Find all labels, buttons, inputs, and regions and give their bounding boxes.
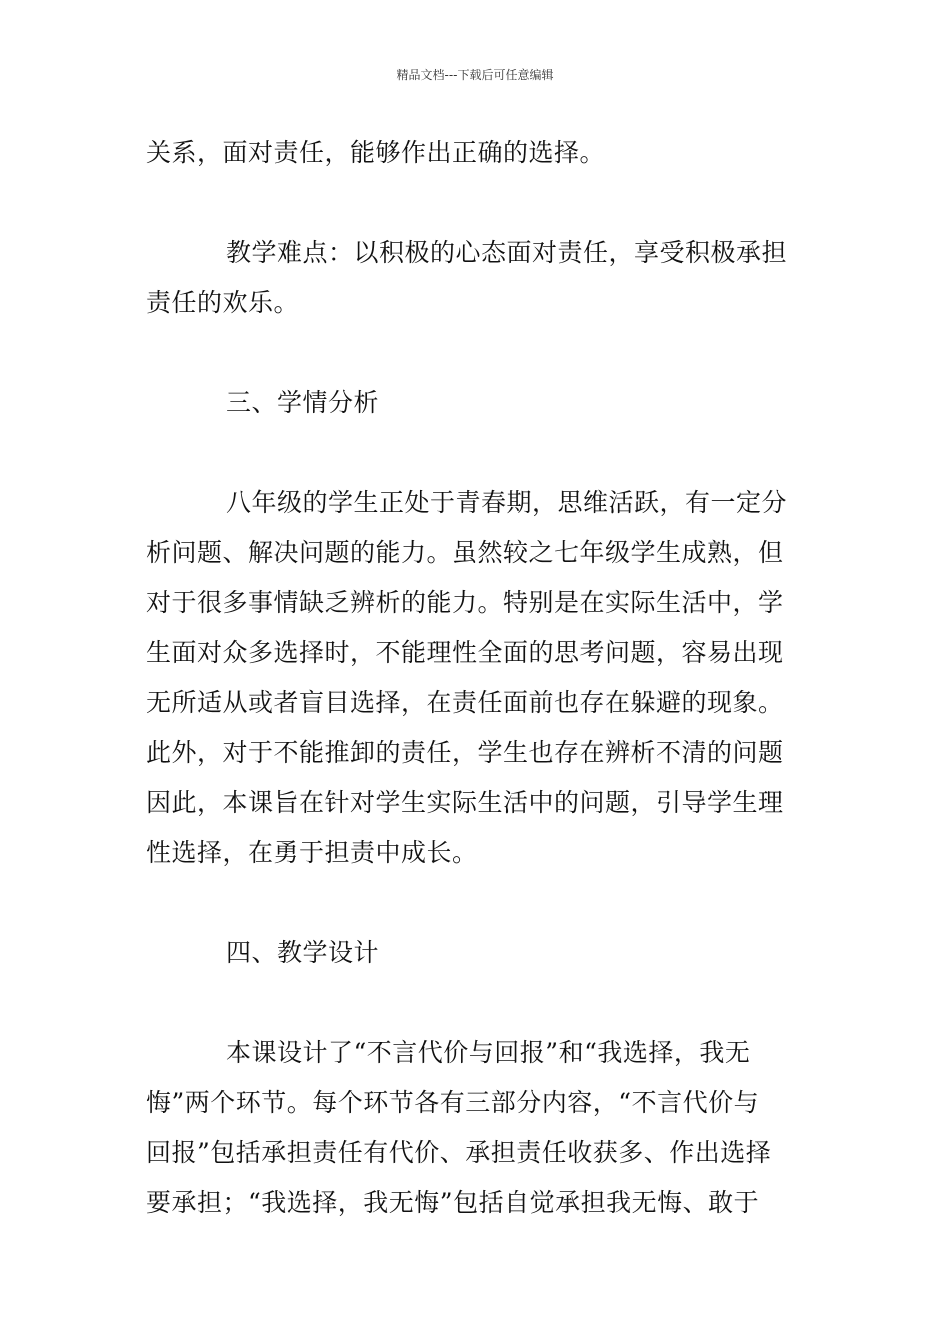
paragraph-line: 对于很多事情缺乏辨析的能力。特别是在实际生活中，学: [146, 588, 784, 617]
section-heading: 四、教学设计: [226, 938, 380, 967]
section-heading: 三、学情分析: [226, 388, 380, 417]
paragraph-line: 此外，对于不能推卸的责任，学生也存在辨析不清的问题: [146, 738, 784, 767]
paragraph-line: 生面对众多选择时，不能理性全面的思考问题，容易出现: [146, 638, 784, 667]
paragraph-line: 教学难点：以积极的心态面对责任，享受积极承担: [226, 238, 788, 267]
paragraph-line: 责任的欢乐。: [146, 288, 300, 317]
paragraph-line: 回报”包括承担责任有代价、承担责任收获多、作出选择: [146, 1138, 772, 1167]
paragraph-line: 八年级的学生正处于青春期，思维活跃，有一定分: [226, 488, 788, 517]
document-body: [146, 128, 806, 1228]
page-header: 精品文档---下载后可任意编辑: [396, 68, 554, 82]
paragraph-line: 因此，本课旨在针对学生实际生活中的问题，引导学生理: [146, 788, 784, 817]
paragraph-line: 性选择，在勇于担责中成长。: [146, 838, 478, 867]
paragraph-line: 无所适从或者盲目选择，在责任面前也存在躲避的现象。: [146, 688, 784, 717]
paragraph-line: 本课设计了“不言代价与回报”和“我选择，我无: [226, 1038, 751, 1067]
paragraph-line: 悔”两个环节。每个环节各有三部分内容，“不言代价与: [146, 1088, 760, 1117]
paragraph-line: 关系，面对责任，能够作出正确的选择。: [146, 138, 606, 167]
paragraph-line: 要承担；“我选择，我无悔”包括自觉承担我无悔、敢于: [146, 1188, 760, 1217]
paragraph-line: 析问题、解决问题的能力。虽然较之七年级学生成熟，但: [146, 538, 784, 567]
